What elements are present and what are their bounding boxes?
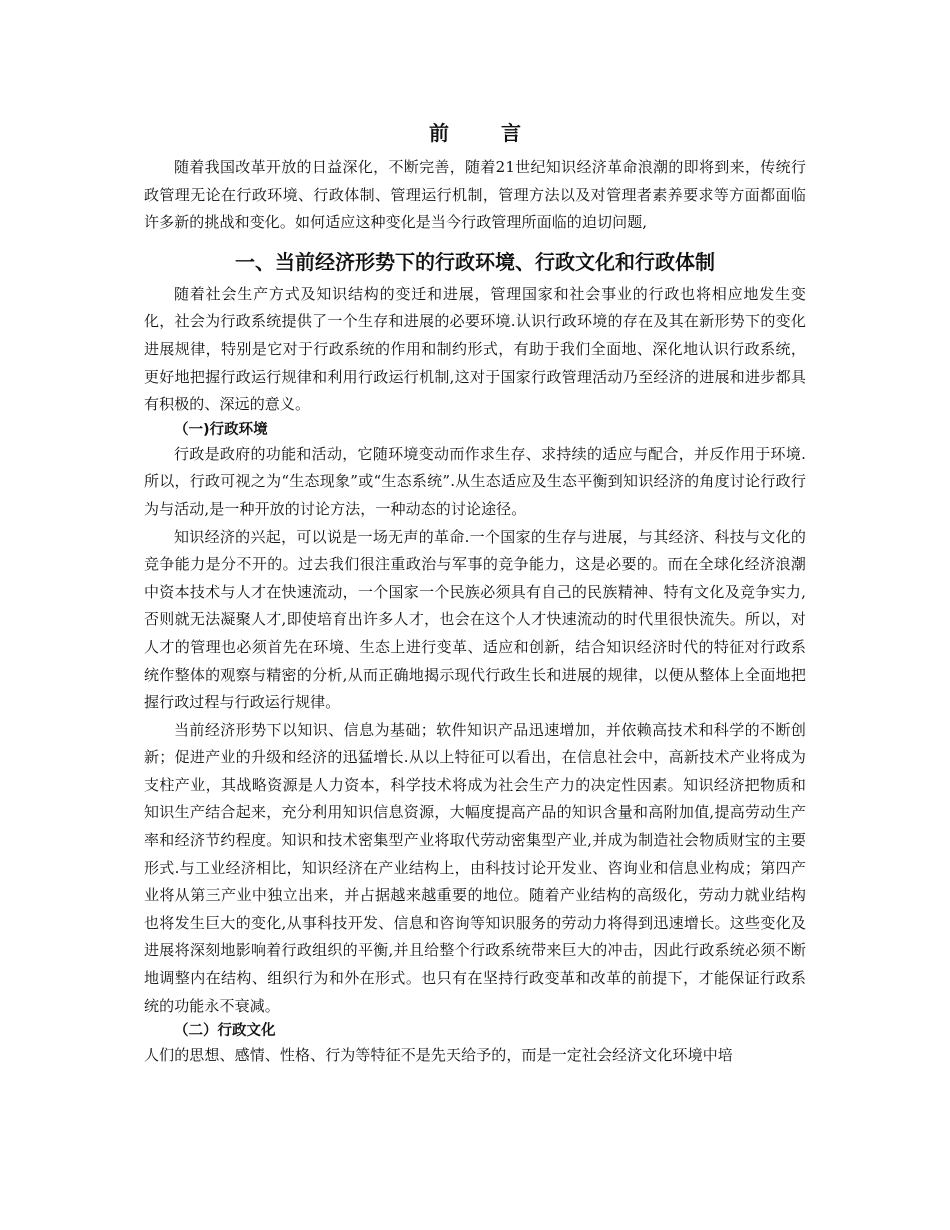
body-paragraph-partial: 人们的思想、感情、性格、行为等特征不是先天给予的，而是一定社会经济文化环境中培: [144, 1046, 733, 1065]
subsection-heading-environment: （一)行政环境: [174, 421, 268, 438]
subsection-heading-culture: （二）行政文化: [174, 1023, 276, 1040]
section-heading: 一、当前经济形势下的行政环境、行政文化和行政体制: [235, 249, 715, 274]
body-paragraph: 当前经济形势下以知识、信息为基础；软件知识产品迅速增加，并依赖高技术和科学的不断创新；促进产业的升级和经济的迅猛增长.从以上特征可以看出，在信息社会中，高新技术产业将成为支柱产业，其战略资源是人力资本，科学技术将成为社会生产力的决定性因素。知识经济把物质和知识生产结合起来，充分利用知识信息资源，大幅度提高产品的知识含量和高附加值,提高劳动生产率和经济节约程度。知识和技术密集型产业将取代劳动密集型产业,并成为制造社会物质财宝的主要形式.与工业经济相比，知识经济在产业结构上，由科技讨论开发业、咨询业和信息业构成；第四产业将从第三产业中独立出来，并占据越来越重要的地位。随着产业结构的高级化，劳动力就业结构也将发生巨大的变化,从事科技开发、信息和咨询等知识服务的劳动力将得到迅速增长。这些变化及进展将深刻地影响着行政组织的平衡,并且给整个行政系统带来巨大的冲击，因此行政系统必须不断地调整内在结构、组织行为和外在形式。也只有在坚持行政变革和改革的前提下，才能保证行政系统的功能永不衰减。: [144, 720, 806, 1015]
body-paragraph: 知识经济的兴起，可以说是一场无声的革命.一个国家的生存与进展，与其经济、科技与文化的竞争能力是分不开的。过去我们很注重政治与军事的竞争能力，这是必要的。而在全球化经济浪潮中资本技术与人才在快速流动，一个国家一个民族必须具有自己的民族精神、特有文化及竞争实力,否则就无法凝聚人才,即使培育出许多人才，也会在这个人才快速流动的时代里很快流失。所以，对人才的管理也必须首先在环境、生态上进行变革、适应和创新，结合知识经济时代的特征对行政系统作整体的观察与精密的分析,从而正确地揭示现代行政生长和进展的规律，以便从整体上全面地把握行政过程与行政运行规律。: [144, 527, 806, 712]
body-paragraph: 行政是政府的功能和活动，它随环境变动而作求生存、求持续的适应与配合，并反作用于环境.所以，行政可视之为“生态现象”或“生态系统”.从生态适应及生态平衡到知识经济的角度讨论行政行为与活动,是一种开放的讨论方法，一种动态的讨论途径。: [144, 444, 806, 518]
intro-paragraph: 随着我国改革开放的日益深化，不断完善，随着21世纪知识经济革命浪潮的即将到来，传统行政管理无论在行政环境、行政体制、管理运行机制，管理方法以及对管理者素养要求等方面都面临许多新的挑战和变化。如何适应这种变化是当今行政管理所面临的迫切问题,: [144, 158, 806, 232]
section-paragraph: 随着社会生产方式及知识结构的变迁和进展，管理国家和社会事业的行政也将相应地发生变化，社会为行政系统提供了一个生存和进展的必要环境.认识行政环境的存在及其在新形势下的变化进展规律，特别是它对于行政系统的作用和制约形式，有助于我们全面地、深化地认识行政系统，更好地把握行政运行规律和利用行政运行机制,这对于国家行政管理活动乃至经济的进展和进步都具有积极的、深远的意义。: [144, 284, 806, 414]
document-page: [144, 118, 806, 1070]
preface-title: 前 言: [429, 121, 537, 145]
